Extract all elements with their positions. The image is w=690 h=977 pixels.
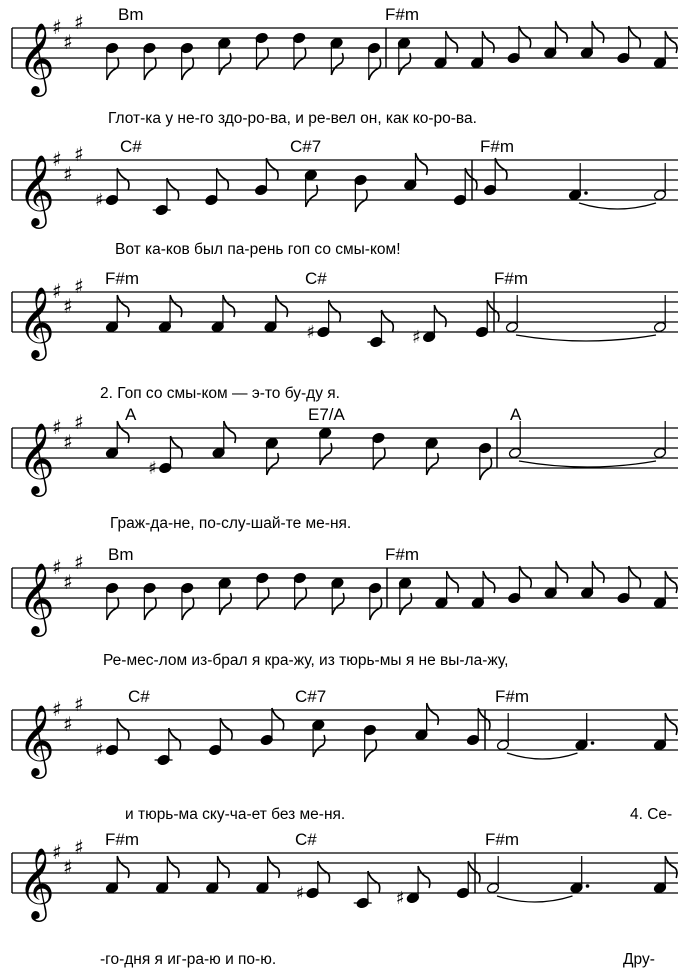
note-flag bbox=[276, 295, 288, 317]
note-flag bbox=[267, 453, 279, 475]
key-signature-sharp: ♯ bbox=[63, 855, 73, 879]
lyric-continuation: 4. Се- bbox=[630, 806, 673, 823]
chord-symbol: C# bbox=[120, 137, 142, 156]
note-flag bbox=[170, 295, 182, 317]
note-flag bbox=[220, 718, 232, 740]
note-flag bbox=[427, 453, 439, 475]
music-system bbox=[12, 137, 678, 258]
music-system bbox=[12, 405, 678, 532]
note bbox=[486, 856, 499, 894]
note-flag bbox=[665, 713, 677, 735]
key-signature-sharp: ♯ bbox=[74, 142, 84, 166]
note-flag bbox=[268, 856, 280, 878]
note-flag bbox=[555, 21, 567, 43]
music-system bbox=[12, 830, 678, 968]
note-flag bbox=[329, 300, 341, 322]
note bbox=[544, 21, 568, 59]
key-signature-sharp: ♯ bbox=[63, 570, 73, 594]
note bbox=[218, 577, 231, 615]
chord-symbol: F#m bbox=[485, 830, 519, 849]
note-flag bbox=[468, 861, 480, 883]
note bbox=[471, 571, 495, 609]
note bbox=[496, 713, 509, 751]
note-flag bbox=[170, 436, 182, 458]
chord-symbol: C#7 bbox=[290, 137, 322, 156]
key-signature-sharp: ♯ bbox=[63, 430, 73, 454]
note bbox=[158, 295, 182, 333]
note-flag bbox=[320, 443, 332, 465]
note bbox=[256, 856, 280, 894]
note-flag bbox=[220, 593, 232, 615]
chord-symbol: Bm bbox=[108, 545, 134, 564]
note-flag bbox=[629, 26, 641, 48]
note-flag bbox=[487, 300, 499, 322]
key-signature-sharp: ♯ bbox=[74, 550, 84, 574]
note-flag bbox=[117, 856, 129, 878]
note-flag bbox=[223, 295, 235, 317]
chord-symbol: C# bbox=[128, 687, 150, 706]
augmentation-dot bbox=[584, 191, 588, 195]
chord-symbol: F#m bbox=[385, 545, 419, 564]
chord-symbol: F#m bbox=[105, 830, 139, 849]
note bbox=[415, 703, 439, 741]
sharp-accidental-icon: ♯ bbox=[148, 458, 158, 479]
treble-clef-icon: 𝄞 bbox=[18, 561, 55, 634]
sharp-accidental-icon: ♯ bbox=[295, 883, 305, 904]
note-flag bbox=[665, 31, 677, 53]
note bbox=[265, 437, 278, 475]
note-flag bbox=[368, 871, 380, 893]
note bbox=[304, 169, 317, 207]
note bbox=[312, 719, 325, 757]
note bbox=[153, 178, 179, 216]
note bbox=[368, 582, 381, 620]
key-signature-sharp: ♯ bbox=[74, 10, 84, 34]
lyric-line: Ре-мес-лом из-брал я кра-жу, из тюрь-мы я не вы-ла-жу, bbox=[103, 652, 509, 669]
note bbox=[180, 582, 193, 620]
note-flag bbox=[592, 561, 604, 583]
lyric-line: -го-дня я иг-ра-ю и по-ю. bbox=[100, 951, 277, 968]
note-flag bbox=[332, 593, 344, 615]
key-signature-sharp: ♯ bbox=[63, 30, 73, 54]
note bbox=[143, 42, 156, 80]
augmentation-dot bbox=[586, 884, 590, 888]
note bbox=[544, 561, 568, 599]
note-flag bbox=[313, 735, 325, 757]
lyric-continuation: Дру- bbox=[623, 951, 655, 968]
note bbox=[505, 295, 518, 333]
note-flag bbox=[318, 861, 330, 883]
sharp-accidental-icon: ♯ bbox=[395, 888, 405, 909]
note bbox=[653, 856, 677, 894]
note bbox=[330, 37, 343, 75]
note bbox=[180, 42, 193, 80]
music-system bbox=[12, 687, 678, 823]
note-flag bbox=[373, 448, 385, 470]
tie-arc bbox=[507, 753, 578, 759]
note-flag bbox=[418, 866, 430, 888]
augmentation-dot bbox=[591, 741, 595, 745]
note bbox=[256, 572, 269, 610]
key-signature-sharp: ♯ bbox=[74, 274, 84, 298]
tie-arc bbox=[516, 335, 656, 341]
note-flag bbox=[665, 856, 677, 878]
note bbox=[653, 31, 677, 69]
note-flag bbox=[117, 295, 129, 317]
note-flag bbox=[217, 168, 229, 190]
note-flag bbox=[370, 598, 382, 620]
note-flag bbox=[665, 571, 677, 593]
note-flag bbox=[592, 21, 604, 43]
note-flag bbox=[217, 856, 229, 878]
key-signature-sharp: ♯ bbox=[63, 294, 73, 318]
sharp-accidental-icon: ♯ bbox=[306, 322, 316, 343]
note bbox=[372, 432, 385, 470]
lyric-line: Граж-да-не, по-слу-шай-те ме-ня. bbox=[110, 515, 352, 532]
note-flag bbox=[369, 58, 381, 80]
treble-clef-icon: 𝄞 bbox=[18, 285, 55, 358]
note-flag bbox=[169, 728, 181, 750]
note-flag bbox=[107, 58, 119, 80]
chord-symbol: F#m bbox=[495, 687, 529, 706]
note-flag bbox=[117, 421, 129, 443]
note bbox=[206, 856, 230, 894]
treble-clef-icon: 𝄞 bbox=[18, 703, 55, 776]
note-flag bbox=[629, 566, 641, 588]
note-flag bbox=[294, 48, 306, 70]
note-flag bbox=[483, 571, 495, 593]
note-flag bbox=[167, 178, 179, 200]
treble-clef-icon: 𝄞 bbox=[18, 21, 55, 94]
note bbox=[105, 582, 118, 620]
note bbox=[653, 571, 677, 609]
note-flag bbox=[427, 703, 439, 725]
treble-clef-icon: 𝄞 bbox=[18, 421, 55, 494]
key-signature-sharp: ♯ bbox=[74, 410, 84, 434]
note bbox=[470, 31, 494, 69]
note bbox=[508, 421, 521, 459]
note-flag bbox=[519, 566, 531, 588]
note-flag bbox=[447, 571, 459, 593]
note-flag bbox=[167, 856, 179, 878]
tie-arc bbox=[579, 203, 656, 209]
note-flag bbox=[480, 458, 492, 480]
note-flag bbox=[224, 421, 236, 443]
note bbox=[155, 728, 181, 766]
sharp-accidental-icon: ♯ bbox=[95, 190, 104, 211]
key-signature-sharp: ♯ bbox=[52, 555, 62, 579]
note-flag bbox=[117, 718, 129, 740]
note bbox=[354, 174, 367, 212]
chord-symbol: F#m bbox=[494, 269, 528, 288]
note bbox=[425, 437, 438, 475]
note bbox=[105, 295, 129, 333]
key-signature-sharp: ♯ bbox=[74, 692, 84, 716]
note-flag bbox=[295, 588, 307, 610]
note-flag bbox=[465, 168, 477, 190]
note bbox=[212, 421, 236, 459]
chord-symbol: C# bbox=[305, 269, 327, 288]
note-flag bbox=[365, 740, 377, 762]
note-flag bbox=[482, 31, 494, 53]
chord-symbol: A bbox=[510, 405, 522, 424]
chord-symbol: F#m bbox=[480, 137, 514, 156]
key-signature-sharp: ♯ bbox=[52, 279, 62, 303]
sharp-accidental-icon: ♯ bbox=[412, 327, 421, 348]
note-flag bbox=[266, 158, 278, 180]
key-signature-sharp: ♯ bbox=[63, 712, 73, 736]
note-flag bbox=[446, 31, 458, 53]
note-flag bbox=[117, 168, 129, 190]
note bbox=[218, 37, 231, 75]
chord-symbol: Bm bbox=[118, 5, 144, 24]
note-flag bbox=[415, 153, 427, 175]
note bbox=[367, 42, 380, 80]
note-flag bbox=[556, 561, 568, 583]
key-signature-sharp: ♯ bbox=[52, 147, 62, 171]
note bbox=[354, 871, 380, 909]
note bbox=[292, 32, 305, 70]
note bbox=[367, 310, 393, 348]
note bbox=[398, 577, 411, 615]
note bbox=[293, 572, 306, 610]
key-signature-sharp: ♯ bbox=[52, 697, 62, 721]
chord-symbol: F#m bbox=[105, 269, 139, 288]
note-flag bbox=[478, 708, 490, 730]
key-signature-sharp: ♯ bbox=[74, 835, 84, 859]
music-system bbox=[12, 5, 678, 127]
note-flag bbox=[434, 305, 446, 327]
note bbox=[105, 42, 118, 80]
note-flag bbox=[257, 588, 269, 610]
note-flag bbox=[182, 598, 194, 620]
note-flag bbox=[219, 53, 231, 75]
note bbox=[435, 571, 459, 609]
note bbox=[255, 32, 268, 70]
note-flag bbox=[355, 190, 367, 212]
music-system bbox=[12, 545, 678, 669]
note-flag bbox=[257, 48, 269, 70]
note bbox=[143, 582, 156, 620]
music-system bbox=[12, 269, 678, 402]
note bbox=[105, 856, 129, 894]
chord-symbol: E7/A bbox=[308, 405, 345, 424]
note-flag bbox=[144, 598, 156, 620]
note-flag bbox=[495, 158, 507, 180]
key-signature-sharp: ♯ bbox=[52, 415, 62, 439]
note bbox=[264, 295, 288, 333]
treble-clef-icon: 𝄞 bbox=[18, 153, 55, 226]
chord-symbol: C# bbox=[295, 830, 317, 849]
note bbox=[363, 724, 376, 762]
key-signature-sharp: ♯ bbox=[52, 15, 62, 39]
note-flag bbox=[272, 708, 284, 730]
note-flag bbox=[107, 598, 119, 620]
treble-clef-icon: 𝄞 bbox=[18, 846, 55, 919]
note-flag bbox=[182, 58, 194, 80]
note bbox=[653, 713, 677, 751]
tie-arc bbox=[497, 896, 573, 902]
note-flag bbox=[144, 58, 156, 80]
lyric-line: Глот-ка у не-го здо-ро-ва, и ре-вел он, как ко-ро-ва. bbox=[108, 110, 477, 127]
note-flag bbox=[400, 593, 412, 615]
note bbox=[404, 153, 428, 191]
note-flag bbox=[399, 53, 411, 75]
lyric-line: и тюрь-ма ску-ча-ет без ме-ня. bbox=[125, 806, 346, 823]
key-signature-sharp: ♯ bbox=[52, 840, 62, 864]
note bbox=[580, 21, 604, 59]
note bbox=[434, 31, 458, 69]
note bbox=[211, 295, 235, 333]
note bbox=[568, 163, 587, 201]
key-signature-sharp: ♯ bbox=[63, 162, 73, 186]
note-flag bbox=[306, 185, 318, 207]
lyric-line: Вот ка-ков был па-рень гоп со смы-ком! bbox=[115, 241, 401, 258]
note bbox=[318, 427, 331, 465]
chord-symbol: A bbox=[125, 405, 137, 424]
note-flag bbox=[381, 310, 393, 332]
note-flag bbox=[519, 26, 531, 48]
chord-symbol: C#7 bbox=[295, 687, 327, 706]
note bbox=[478, 442, 491, 480]
note bbox=[580, 561, 604, 599]
tie-arc bbox=[519, 461, 656, 467]
note bbox=[397, 37, 410, 75]
note bbox=[105, 421, 129, 459]
lyric-line: 2. Гоп со смы-ком — э-то бу-ду я. bbox=[100, 385, 340, 402]
note-flag bbox=[331, 53, 343, 75]
note bbox=[155, 856, 179, 894]
note bbox=[331, 577, 344, 615]
chord-symbol: F#m bbox=[385, 5, 419, 24]
sharp-accidental-icon: ♯ bbox=[95, 740, 104, 761]
